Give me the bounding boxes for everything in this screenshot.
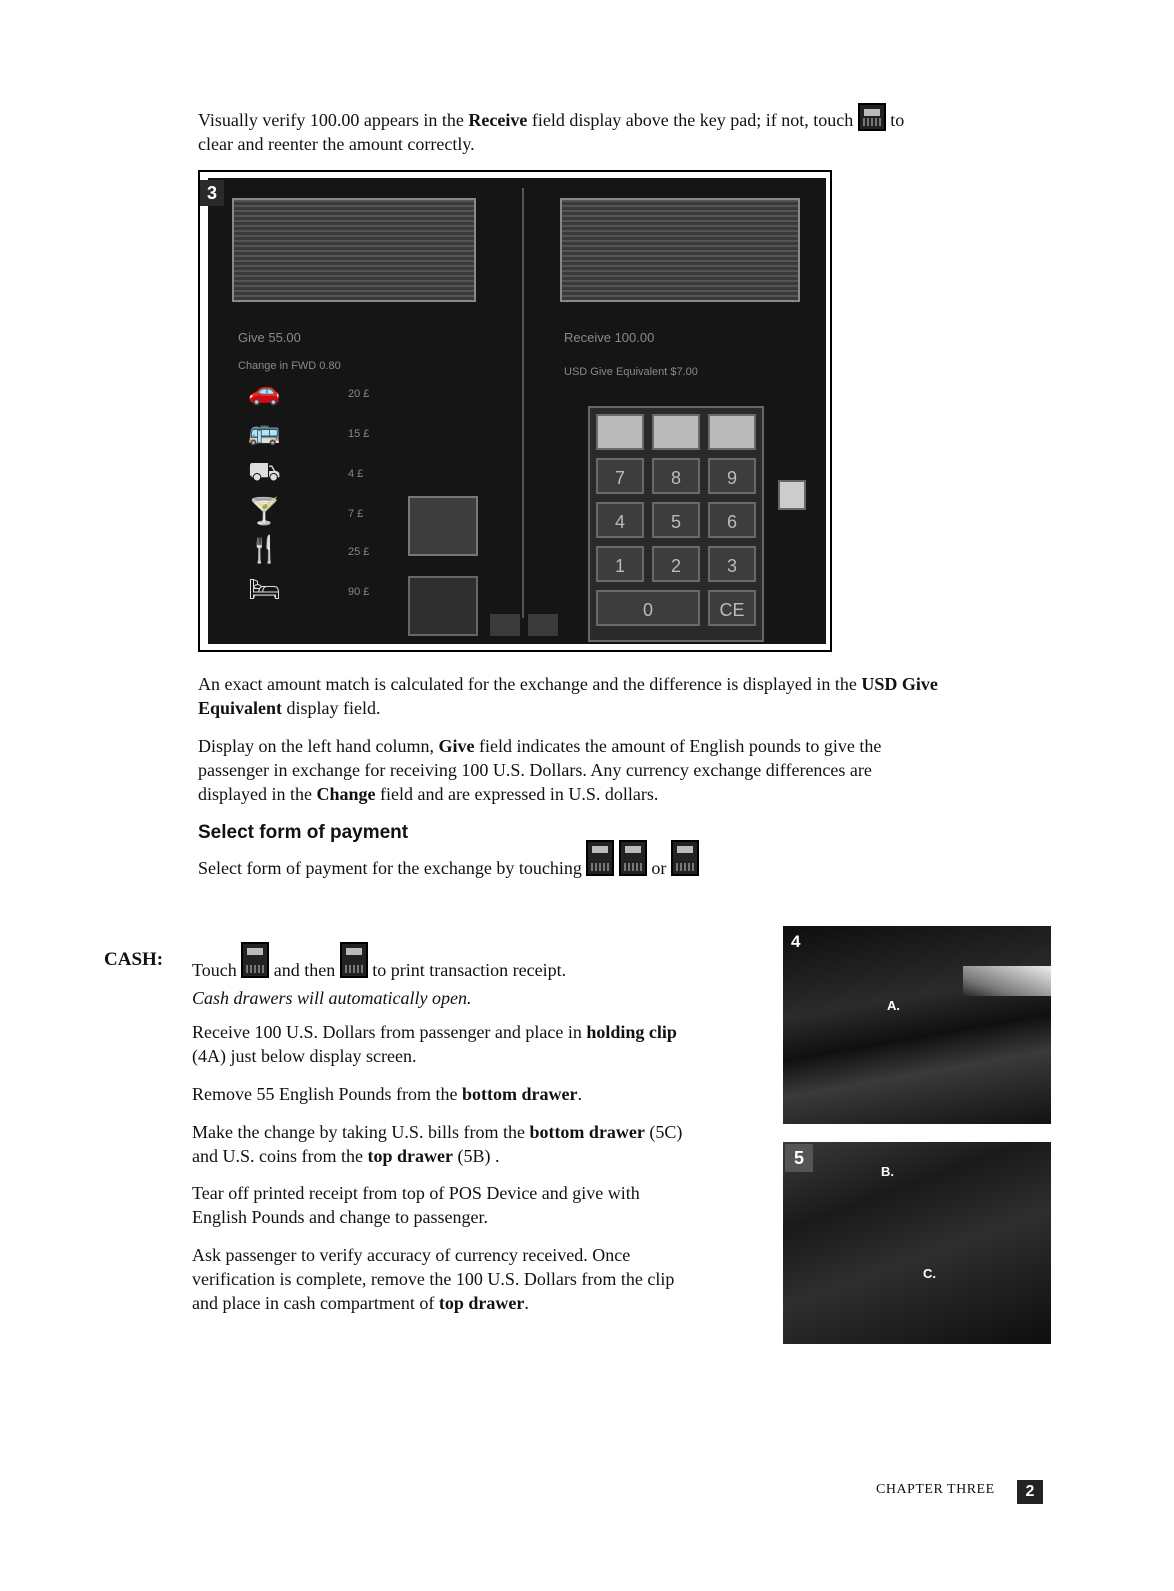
cash-print-text: to print transaction receipt. [372, 960, 567, 980]
bottom-drawer-term: bottom drawer [461, 1084, 578, 1104]
decimal-key[interactable] [778, 480, 806, 510]
keypad-key-9[interactable]: 9 [708, 458, 756, 494]
check-payment-key[interactable] [652, 414, 700, 450]
receive-field-term: Receive [468, 110, 528, 130]
keypad-key-1[interactable]: 1 [596, 546, 644, 582]
top-drawer-term: top drawer [367, 1146, 453, 1166]
intro-text: Visually verify 100.00 appears in the [198, 110, 469, 130]
keypad-key-5[interactable]: 5 [652, 502, 700, 538]
receive-currency-panel [560, 198, 800, 302]
step-text: Remove 55 English Pounds from the [192, 1084, 462, 1104]
figure-number: 3 [200, 180, 224, 206]
top-drawer-label: B. [881, 1164, 894, 1179]
para2-text-b: field indicates the amount of English pounds to give the [474, 736, 882, 756]
cash-step-receive [192, 1020, 772, 1068]
cash-step-change [192, 1120, 772, 1168]
bus-icon[interactable]: 🚌 [248, 417, 281, 447]
step-text-3: and U.S. coins from the [192, 1146, 368, 1166]
give-field: Give 55.00 [238, 330, 301, 345]
scroll-right-button[interactable] [528, 614, 558, 636]
cash-first-line [192, 942, 772, 987]
figure-4-photo [783, 926, 1051, 1124]
bottom-drawer-label: C. [923, 1266, 936, 1281]
payment-paragraph [198, 840, 818, 886]
step-text-2: English Pounds and change to passenger. [192, 1207, 488, 1227]
bottom-drawer-term: bottom drawer [529, 1122, 645, 1142]
cash-step-remove [192, 1082, 772, 1106]
page-number: 2 [1017, 1480, 1043, 1504]
keypad-key-0[interactable]: 0 [596, 590, 700, 626]
give-currency-panel [232, 198, 476, 302]
step-text-end: . [524, 1293, 529, 1313]
step-text: Tear off printed receipt from top of POS Device and give with [192, 1183, 640, 1203]
bed-icon[interactable]: 🛏 [248, 575, 282, 605]
column-divider [522, 188, 524, 618]
card-payment-key[interactable] [708, 414, 756, 450]
cash-drawers-note: Cash drawers will automatically open. [192, 988, 472, 1008]
intro-paragraph [198, 103, 1038, 156]
card-payment-icon [671, 840, 699, 876]
figure-number: 4 [791, 932, 801, 951]
usd-give-term: USD Give [861, 674, 938, 694]
holding-clip-label: A. [887, 998, 900, 1013]
figure-3-pos-screen [198, 170, 832, 652]
cash-payment-key[interactable] [596, 414, 644, 450]
figure-number: 5 [785, 1144, 813, 1172]
give-field-paragraph [198, 734, 1058, 806]
cocktail-icon[interactable]: 🍸 [248, 497, 281, 527]
equivalent-term: Equivalent [198, 698, 283, 718]
payment-heading: Select form of payment [198, 822, 409, 843]
cash-step-tear [192, 1181, 772, 1229]
step-text: Receive 100 U.S. Dollars from passenger and place in [192, 1022, 587, 1042]
print-receipt-button[interactable] [408, 496, 478, 556]
step-text-end: . [577, 1084, 582, 1104]
usd-give-equivalent-field: USD Give Equivalent $7.00 [564, 366, 698, 378]
price-label: 90 £ [348, 586, 370, 598]
change-field: Change in FWD 0.80 [238, 360, 341, 372]
payment-or: or [651, 858, 667, 878]
cash-payment-icon [241, 942, 269, 978]
para2-line-3: displayed in the [198, 784, 317, 804]
receive-field: Receive 100.00 [564, 330, 655, 345]
step-text: Ask passenger to verify accuracy of currency received. Once [192, 1245, 631, 1265]
printer-highlight [963, 966, 1051, 996]
print-receipt-icon [340, 942, 368, 978]
keypad-key-2[interactable]: 2 [652, 546, 700, 582]
keypad-key-3[interactable]: 3 [708, 546, 756, 582]
price-label: 4 £ [348, 468, 364, 480]
cash-touch-text: Touch [192, 960, 237, 980]
step-text-4: (5B) . [452, 1146, 500, 1166]
cash-label: CASH: [104, 949, 164, 970]
top-drawer-term: top drawer [438, 1293, 525, 1313]
chapter-label: CHAPTER THREE [876, 1482, 995, 1497]
scroll-left-button[interactable] [490, 614, 520, 636]
change-term: Change [316, 784, 376, 804]
para1-tail: display field. [282, 698, 381, 718]
keypad-key-8[interactable]: 8 [652, 458, 700, 494]
price-label: 15 £ [348, 428, 370, 440]
check-payment-icon [619, 840, 647, 876]
step-text-2: verification is complete, remove the 100 U.S. Dollars from the clip [192, 1269, 675, 1289]
keypad-key-6[interactable]: 6 [708, 502, 756, 538]
price-label: 25 £ [348, 546, 370, 558]
cancel-button[interactable] [408, 576, 478, 636]
para2-text: Display on the left hand column, [198, 736, 439, 756]
holding-clip-term: holding clip [586, 1022, 677, 1042]
cash-and-then-text: and then [273, 960, 336, 980]
figure-5-photo [783, 1142, 1051, 1344]
keypad-key-7[interactable]: 7 [596, 458, 644, 494]
step-text-2: (5C) [644, 1122, 683, 1142]
step-text: Make the change by taking U.S. bills from the [192, 1122, 530, 1142]
step-text-3: and place in cash compartment of [192, 1293, 439, 1313]
keypad-key-ce[interactable]: CE [708, 590, 756, 626]
exact-match-paragraph [198, 672, 1058, 720]
payment-text: Select form of payment for the exchange by touching [198, 858, 582, 878]
price-label: 7 £ [348, 508, 364, 520]
step-text-2: (4A) just below display screen. [192, 1046, 417, 1066]
intro-line-2: clear and reenter the amount correctly. [198, 134, 475, 154]
price-label: 20 £ [348, 388, 370, 400]
keypad [588, 406, 764, 642]
hand-truck-icon[interactable]: ⛟ [248, 457, 281, 487]
cash-payment-icon [586, 840, 614, 876]
clear-key-icon [858, 103, 886, 131]
keypad-key-4[interactable]: 4 [596, 502, 644, 538]
car-icon[interactable]: 🚗 [248, 377, 281, 407]
para2-line-2: passenger in exchange for receiving 100 U.S. Dollars. Any currency exchange differences are [198, 760, 872, 780]
cutlery-icon[interactable]: 🍴 [248, 535, 281, 565]
give-term: Give [438, 736, 475, 756]
intro-text-2: field display above the key pad; if not, touch [527, 110, 854, 130]
intro-text-3: to [890, 110, 905, 130]
para2-line-3-tail: field and are expressed in U.S. dollars. [375, 784, 659, 804]
para1-text: An exact amount match is calculated for the exchange and the difference is displayed in the [198, 674, 862, 694]
cash-step-verify [192, 1243, 772, 1315]
